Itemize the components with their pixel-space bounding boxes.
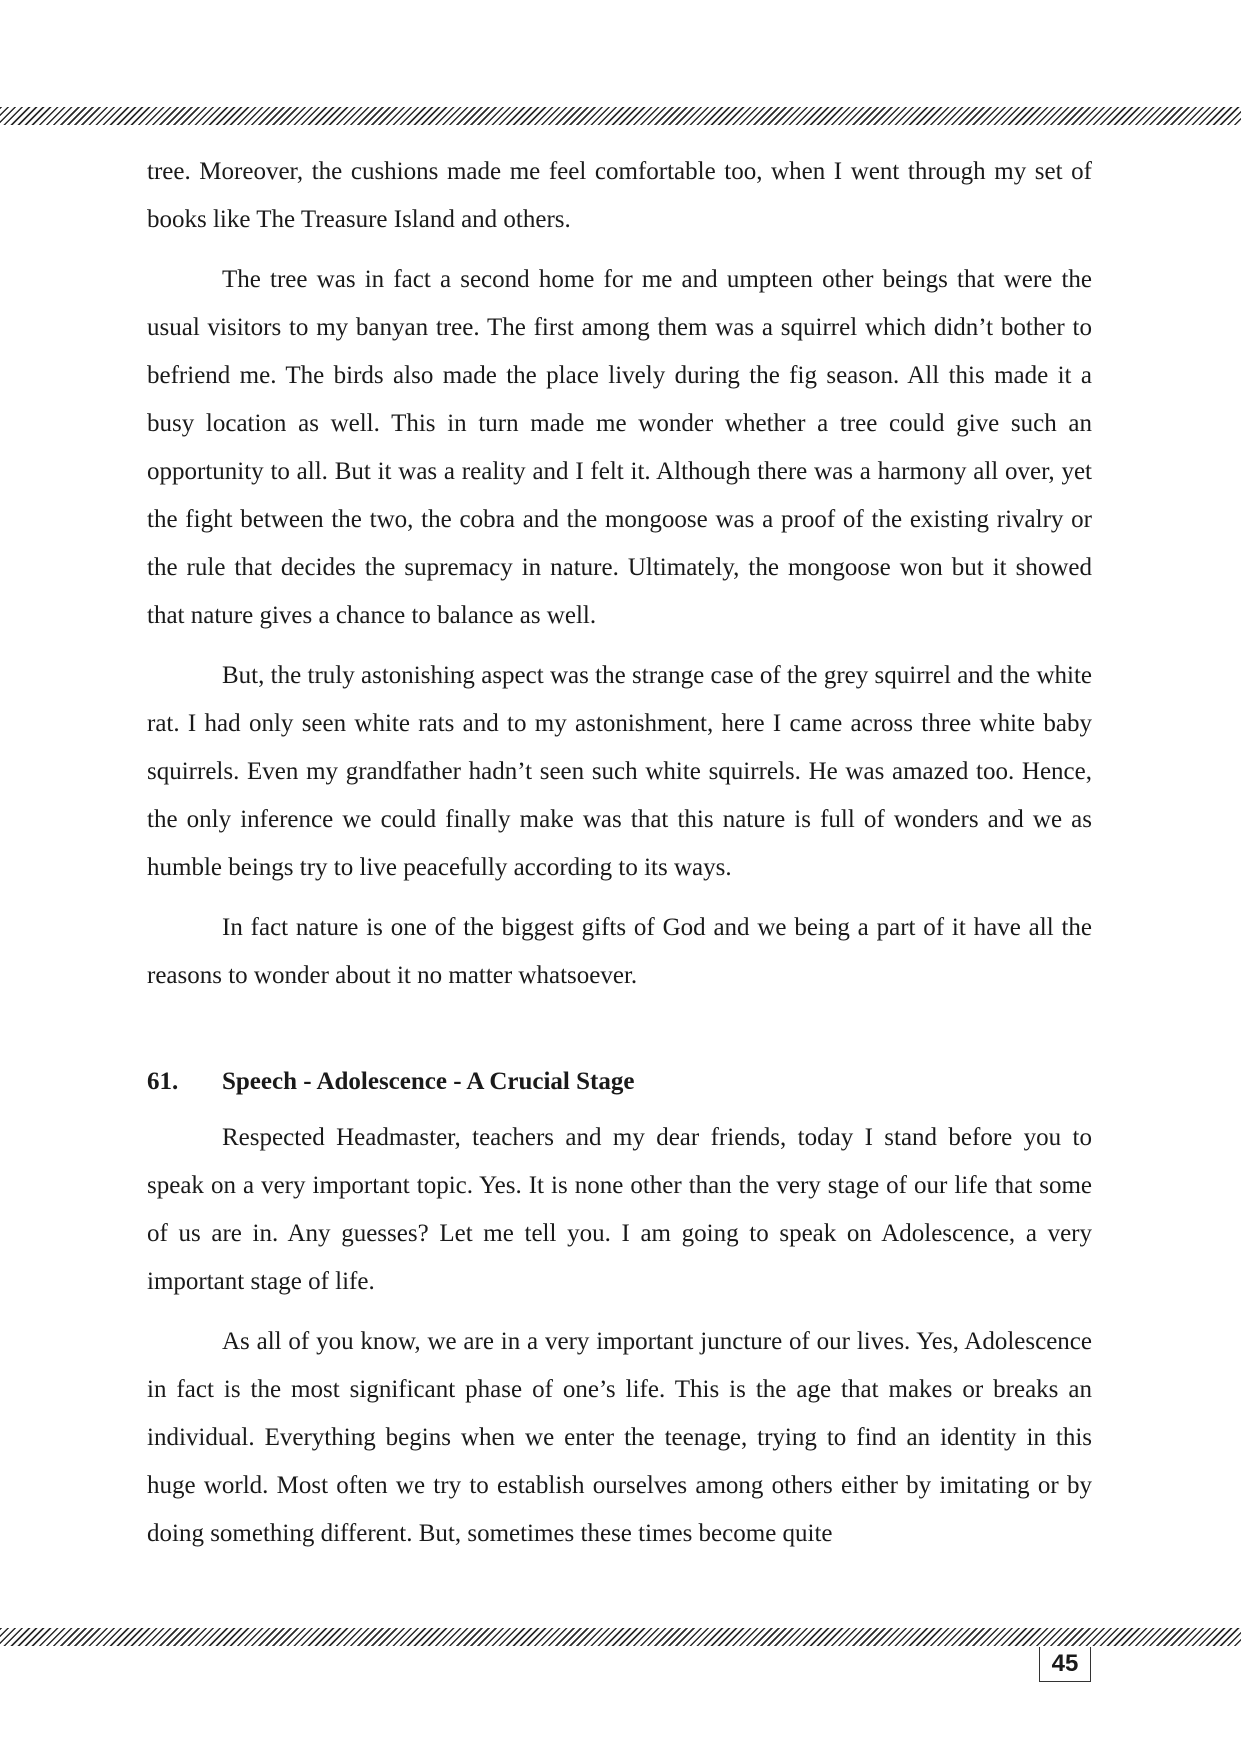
section-heading bbox=[147, 1058, 1092, 1106]
page-content bbox=[147, 148, 1092, 1570]
paragraph: tree. Moreover, the cushions made me feel comfortable too, when I went through my set of books like The Treasure Island and others. bbox=[147, 158, 1092, 233]
paragraph: In fact nature is one of the biggest gifts of God and we being a part of it have all the reasons to wonder about it no matter whatsoever. bbox=[147, 914, 1092, 989]
page-number: 45 bbox=[1039, 1647, 1091, 1682]
top-hatched-border bbox=[0, 107, 1241, 125]
paragraph: Respected Headmaster, teachers and my dear friends, today I stand before you to speak on a very important topic. Yes. It is none other than the very stage of our life that some of us are in. Any guesses? Let me tell you. I am going to speak on Adolescence, a very important stage of life. bbox=[147, 1124, 1092, 1295]
bottom-hatched-border bbox=[0, 1628, 1241, 1646]
paragraph: As all of you know, we are in a very important juncture of our lives. Yes, Adolescence in fact is the most significant phase of one’s life. This is the age that makes or breaks an individual. Everything begins when we enter the teenage, trying to find an identity in this huge world. Most often we try to establish ourselves among others either by imitating or by doing something different. But, sometimes these times become quite bbox=[147, 1328, 1092, 1547]
section-number: 61. bbox=[147, 1068, 179, 1095]
paragraph: But, the truly astonishing aspect was the strange case of the grey squirrel and the white rat. I had only seen white rats and to my astonishment, here I came across three white baby squirrels. Even my grandfather hadn’t seen such white squirrels. He was amazed too. Hence, the only inference we could finally make was that this nature is full of wonders and we as humble beings try to live peacefully according to its ways. bbox=[147, 662, 1092, 881]
paragraph: The tree was in fact a second home for me and umpteen other beings that were the usual visitors to my banyan tree. The first among them was a squirrel which didn’t bother to befriend me. The birds also made the place lively during the fig season. All this made it a busy location as well. This in turn made me wonder whether a tree could give such an opportunity to all. But it was a reality and I felt it. Although there was a harmony all over, yet the fight between the two, the cobra and the mongoose was a proof of the existing rivalry or the rule that decides the supremacy in nature. Ultimately, the mongoose won but it showed that nature gives a chance to balance as well. bbox=[147, 266, 1092, 629]
section-title: Speech - Adolescence - A Crucial Stage bbox=[222, 1068, 635, 1095]
